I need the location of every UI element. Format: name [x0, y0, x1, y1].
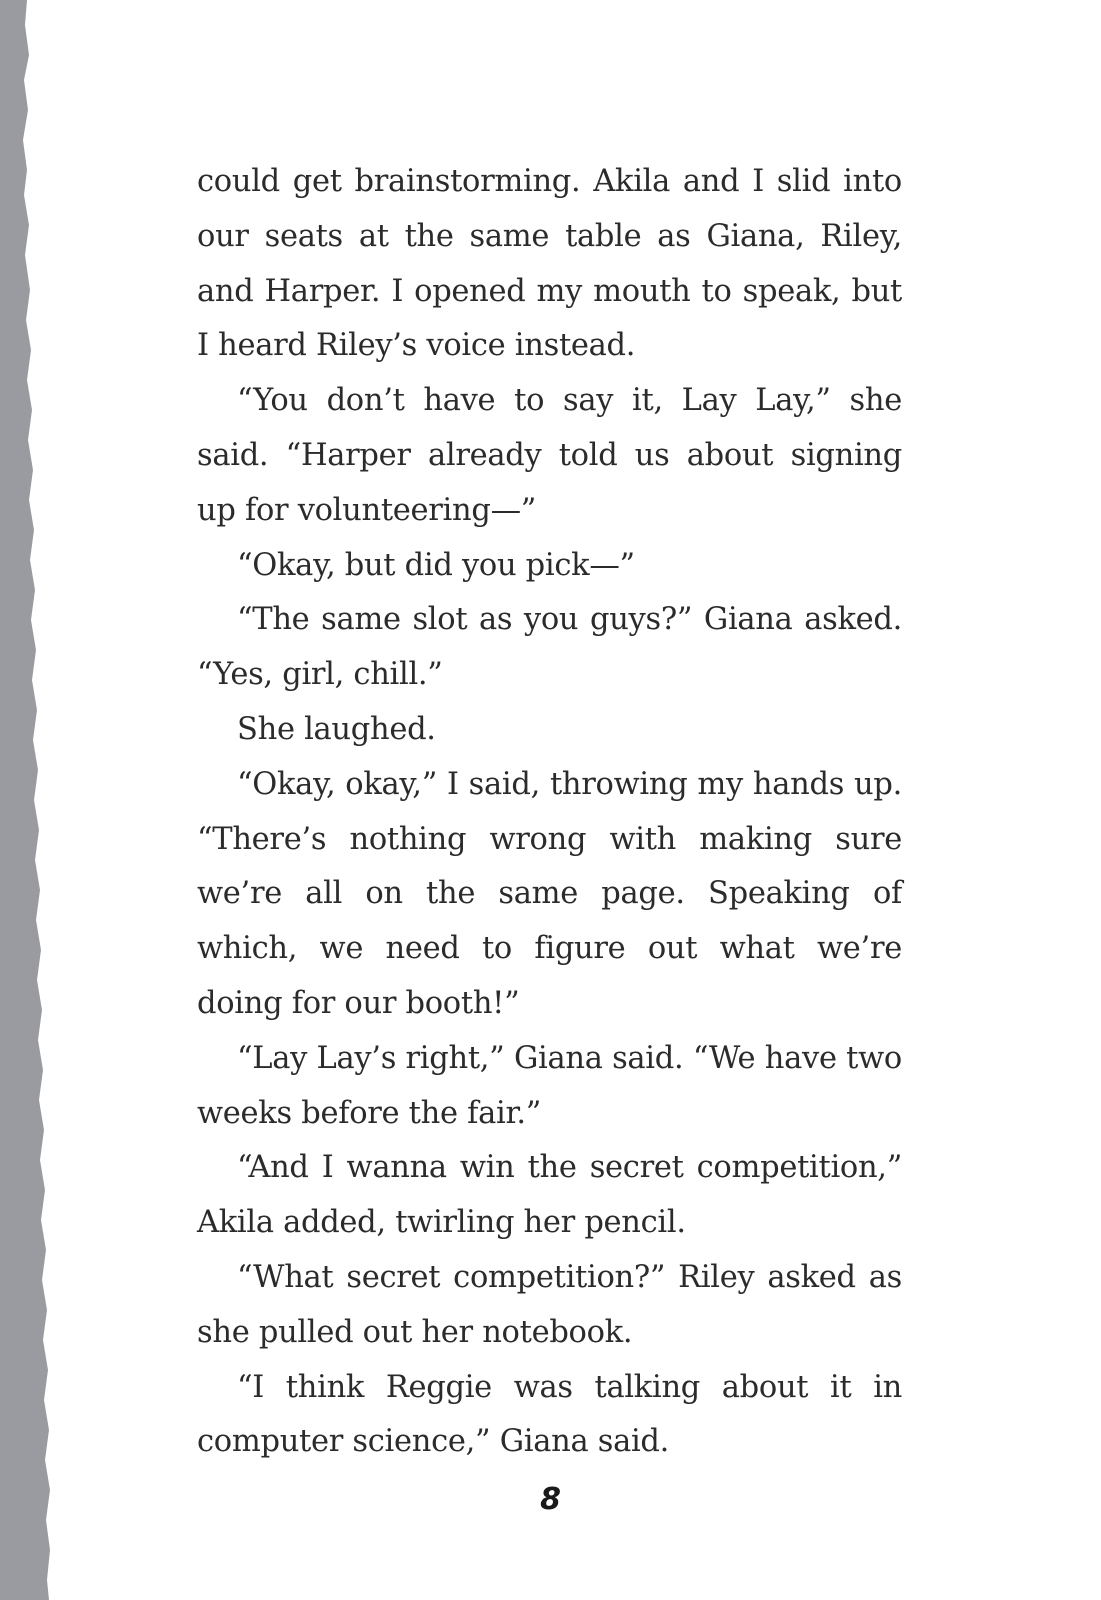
torn-paper-edge	[0, 0, 60, 1600]
paragraph: “And I wanna win the secret competition,” Akila added, twirling her pencil.	[197, 1150, 902, 1241]
body-text	[197, 155, 902, 1470]
paragraph: “What secret competition?” Riley asked as she pulled out her notebook.	[197, 1259, 902, 1350]
page-number: 8	[540, 1482, 561, 1517]
paragraph: “Okay, but did you pick—”	[237, 547, 635, 583]
paragraph: “Okay, okay,” I said, throwing my hands up. “There’s nothing wrong with making sure we’re all on the same page. Speaking of which, we need to figure out what we’re doing for our booth!”	[197, 766, 902, 1021]
paragraph: She laughed.	[237, 711, 436, 747]
paragraph: “The same slot as you guys?” Giana asked. “Yes, girl, chill.”	[197, 602, 902, 693]
paragraph: “I think Reggie was talking about it in computer science,” Giana said.	[197, 1369, 902, 1460]
paragraph: “Lay Lay’s right,” Giana said. “We have two weeks before the fair.”	[197, 1040, 902, 1131]
paragraph: “You don’t have to say it, Lay Lay,” she said. “Harper already told us about signing up for volunteering—”	[197, 383, 902, 528]
paragraph: could get brainstorming. Akila and I slid into our seats at the same table as Giana, Riley, and Harper. I opened my mouth to speak, but I heard Riley’s voice instead.	[197, 164, 902, 364]
